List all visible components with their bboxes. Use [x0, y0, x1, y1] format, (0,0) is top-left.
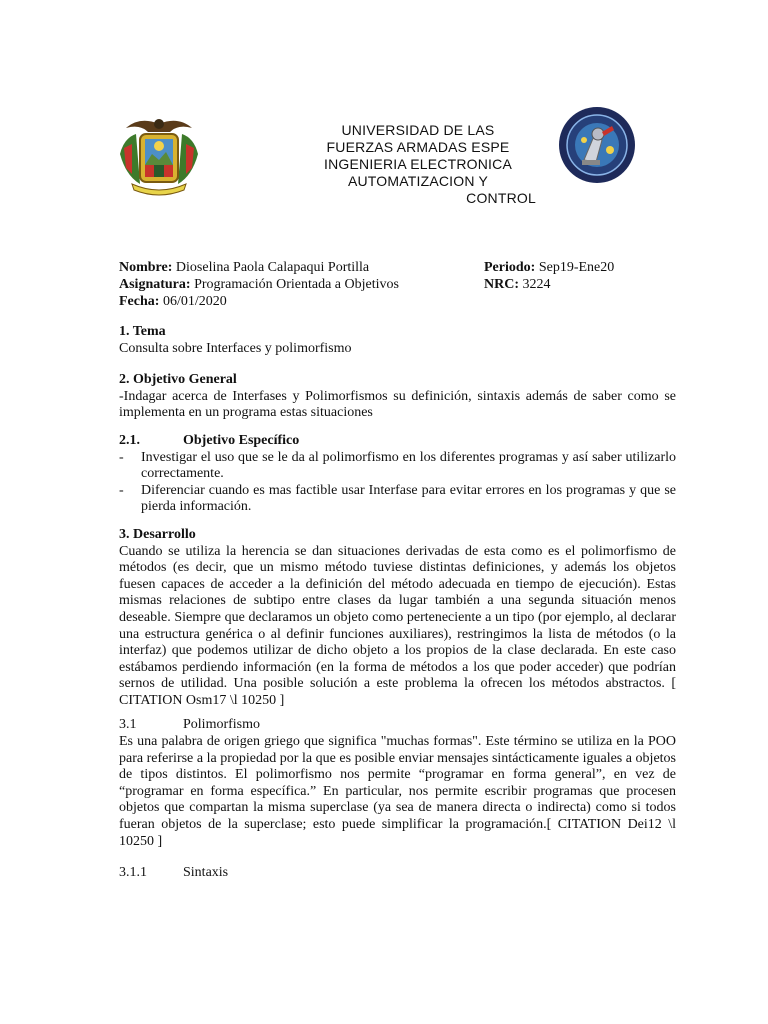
tema-heading: 1. Tema: [119, 324, 166, 339]
nombre-value: Dioselina Paola Calapaqui Portilla: [175, 260, 370, 275]
nombre-label: Nombre:: [119, 260, 173, 275]
header-line: FUERZAS ARMADAS ESPE: [326, 139, 510, 155]
asignatura-label: Asignatura:: [119, 277, 191, 292]
tema-text: Consulta sobre Interfaces y polimorfismo: [119, 340, 352, 356]
polimorfismo-text: Es una palabra de origen griego que significa "muchas formas". Este término se utiliza en la POO para referirse a la propiedad por la que es posible enviar mensajes sintácticamente iguales a objetos de tipos distintos. El polimorfismo nos permite “programar en forma general”, en vez de “programar en forma específica.” En particular, nos permite escribir programas que procesen objetos que compartan la misma superclase (ya sea de manera directa o indirecta) como si todos fueran objetos de la superclase; esto puede simplificar la programación.[ CITATION Dei12 \l 10250 ]: [119, 734, 676, 849]
fecha-label: Fecha:: [119, 294, 160, 309]
desarrollo-text: Cuando se utiliza la herencia se dan situaciones derivadas de esta como es el polimorfismo de métodos (es decir, que un mismo método tuviese distintas definiciones, y además los objetos fuesen capaces de acceder a la definición del método adecuada en tiempo de ejecución). Estas mismas relaciones de subtipo entre clases da lugar también a una segunda situación menos deseable. Siempre que declaramos un objeto como perteneciente a un tipo (por ejemplo, al declarar una estructura genérica o al definir funciones auxiliares), restringimos la lista de métodos (o la interfaz) que podemos utilizar de dicho objeto a los propios de la clase declarada. En este caso estábamos perdiendo información (en la forma de métodos a los que poder acceder) que podrían sernos de utilidad. Una posible solución a este problema la ofrecen los métodos abstractos. [ CITATION Osm17 \l 10250 ]: [119, 543, 676, 708]
asignatura-value: Programación Orientada a Objetivos: [194, 277, 399, 292]
polimorfismo-heading-row: [119, 717, 676, 734]
bullet-dash: -: [119, 482, 124, 498]
document-body: [119, 324, 676, 882]
list-item: [119, 450, 676, 483]
objetivo-especifico-heading: Objetivo Específico: [183, 432, 300, 448]
section-number: 3.1: [119, 717, 137, 733]
nombre-row: [119, 259, 369, 276]
objetivo-general-heading: 2. Objetivo General: [119, 372, 237, 388]
periodo-label: Periodo:: [484, 260, 536, 275]
nrc-row: [484, 276, 551, 293]
bullet-text: Diferenciar cuando es mas factible usar Interfase para evitar errores en los programas y que se pierda información.: [141, 482, 676, 515]
periodo-row: [484, 259, 614, 276]
section-number: 2.1.: [119, 432, 140, 448]
header-line: INGENIERIA ELECTRONICA: [324, 156, 512, 172]
institution-header: [300, 122, 536, 207]
header-line: CONTROL: [466, 190, 536, 206]
sintaxis-heading: Sintaxis: [183, 865, 229, 881]
desarrollo-heading: 3. Desarrollo: [119, 526, 196, 542]
list-item: [119, 483, 676, 516]
polimorfismo-heading: Polimorfismo: [183, 717, 261, 733]
sintaxis-heading-row: [119, 865, 676, 882]
automation-robot-emblem-icon: [558, 106, 636, 184]
header-line: AUTOMATIZACION Y: [347, 173, 489, 189]
section-number: 3.1.1: [119, 865, 147, 881]
bullet-dash: -: [119, 449, 124, 465]
header-line: UNIVERSIDAD DE LAS: [341, 122, 495, 138]
fecha-row: [119, 293, 227, 310]
objetivo-general-text: -Indagar acerca de Interfases y Polimorfismos su definición, sintaxis además de saber como se implementa en un programa estas situaciones: [119, 388, 676, 421]
nrc-label: NRC:: [484, 277, 519, 292]
periodo-value: Sep19-Ene20: [538, 260, 615, 275]
asignatura-row: [119, 276, 399, 293]
espe-coat-of-arms-icon: [118, 114, 200, 196]
fecha-value: 06/01/2020: [162, 294, 227, 309]
objetivo-especifico-heading-row: [119, 433, 676, 450]
nrc-value: 3224: [522, 277, 551, 292]
bullet-text: Investigar el uso que se le da al polimorfismo en los diferentes programas y así saber utilizarlo correctamente.: [141, 449, 676, 482]
